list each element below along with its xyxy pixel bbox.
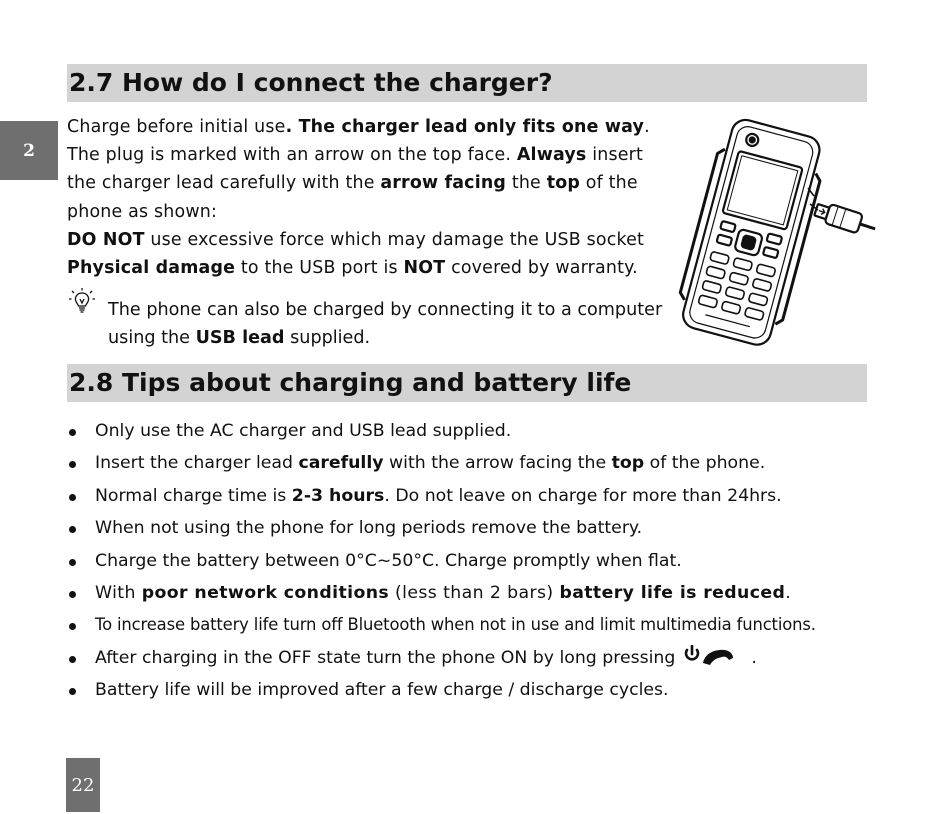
warranty-line: Physical damage to the USB port is NOT covered by warranty. [67,258,638,279]
tip-text: using the USB lead supplied. [108,328,371,349]
end-call-power-icon [683,645,735,667]
instruction-line: Charge before initial use. The charger lead only fits one way. [67,117,650,137]
charger-instructions [67,113,657,282]
warning-line: DO NOT use excessive force which may damage the USB socket [67,229,645,250]
list-item: After charging in the OFF state turn the phone ON by long pressing . [67,642,816,674]
list-item: To increase battery life turn off Bluetooth when not in use and limit multimedia functions. [67,609,816,641]
lightbulb-icon [67,287,97,317]
section-heading-charger: 2.7 How do I connect the charger? [67,64,867,102]
tip-text: The phone can also be charged by connecting it to a computer [108,300,663,320]
list-item: Only use the AC charger and USB lead supplied. [67,415,816,447]
list-item: When not using the phone for long periods remove the battery. [67,512,816,544]
section-heading-battery-tips: 2.8 Tips about charging and battery life [67,364,867,402]
list-item: Normal charge time is 2-3 hours. Do not leave on charge for more than 24hrs. [67,480,816,512]
battery-tips-list [67,415,816,707]
phone-charging-illustration [668,118,883,348]
instruction-line: The plug is marked with an arrow on the top face. Always insert [67,145,643,166]
tip-note [67,296,667,352]
page-number: 22 [66,758,100,812]
chapter-tab: 2 [0,121,58,180]
list-item: Charge the battery between 0°C~50°C. Charge promptly when flat. [67,545,816,577]
list-item: With poor network conditions (less than 2 bars) battery life is reduced. [67,577,816,609]
instruction-line: the charger lead carefully with the arrow facing the top of the [67,173,638,194]
list-item: Insert the charger lead carefully with the arrow facing the top of the phone. [67,447,816,479]
list-item: Battery life will be improved after a few charge / discharge cycles. [67,674,816,706]
instruction-line: phone as shown: [67,201,218,222]
